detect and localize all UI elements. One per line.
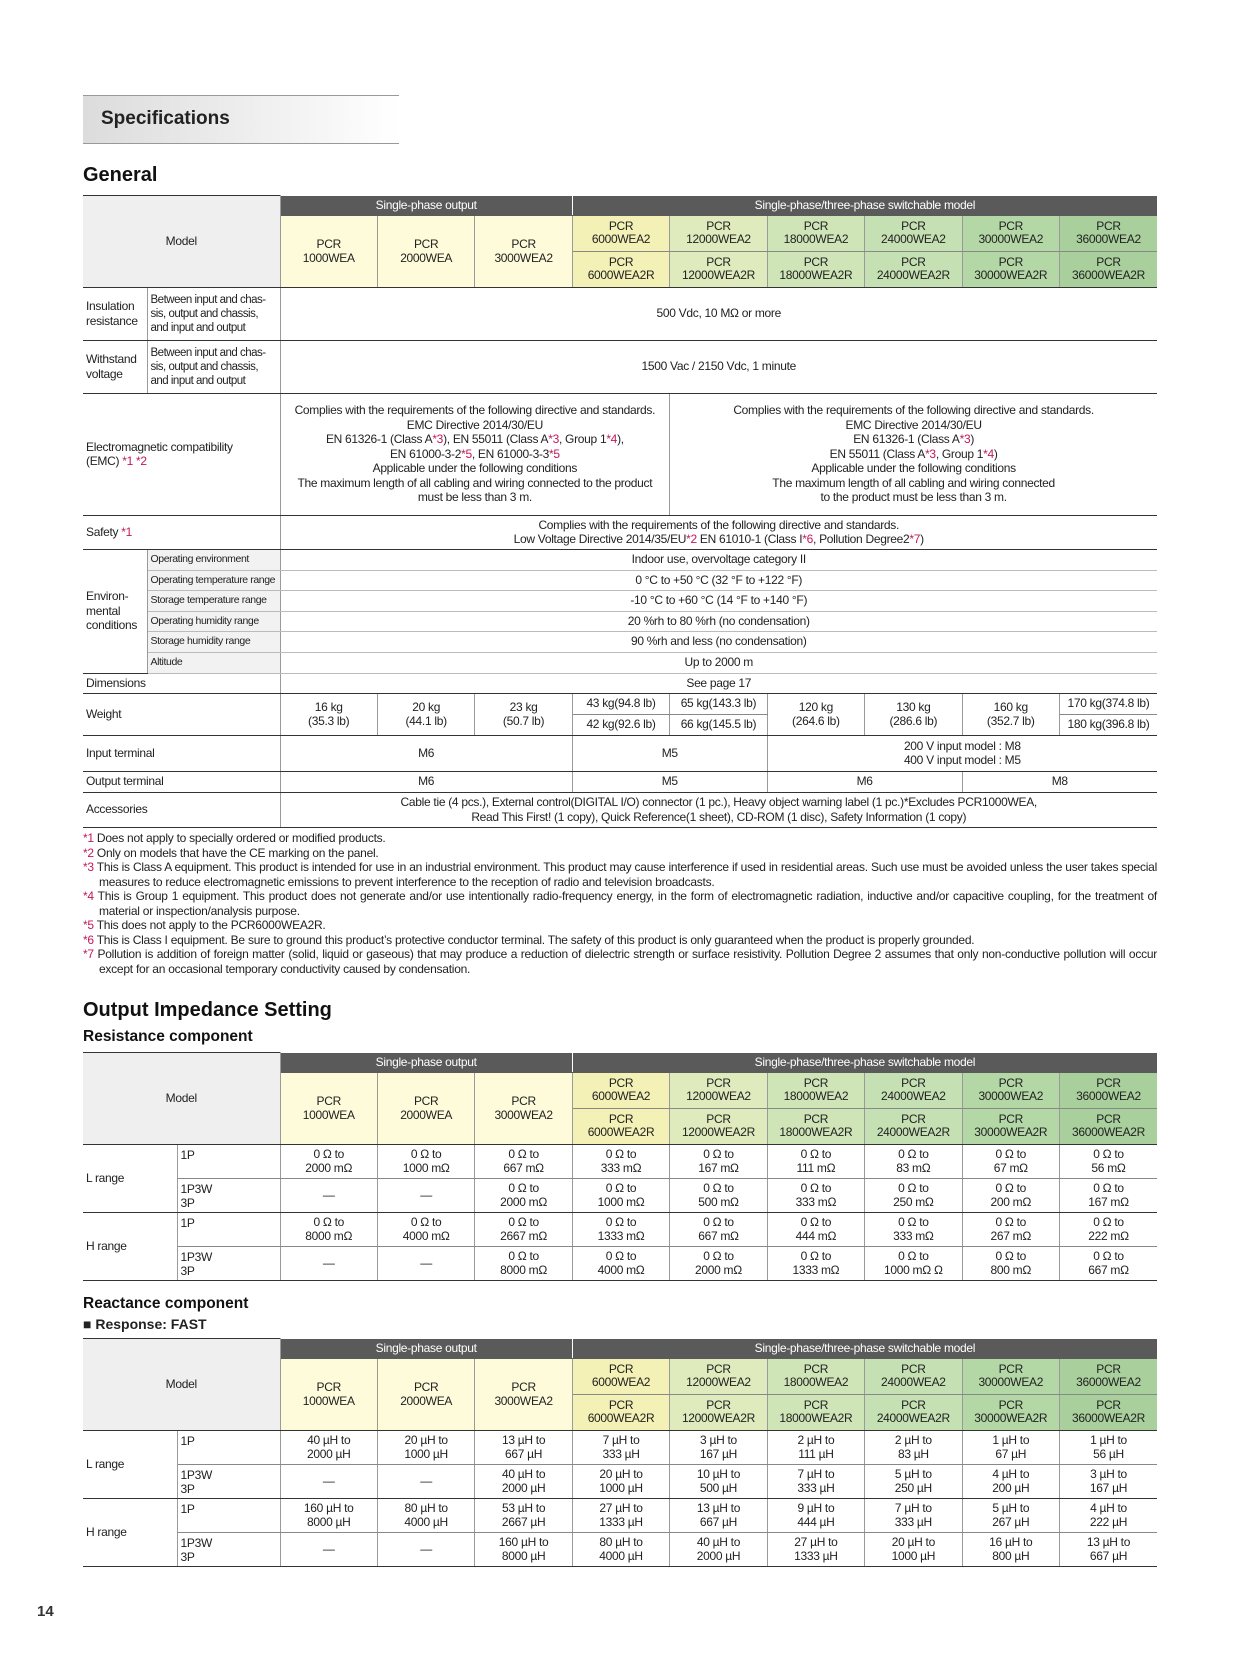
- dimensions-row: [83, 673, 1157, 693]
- phase-label: 1P: [177, 1498, 280, 1532]
- range-label: L range: [83, 1144, 177, 1212]
- general-spec-table: [83, 195, 1157, 828]
- impedance-value: 0 Ω to 83 mΩ: [865, 1144, 962, 1178]
- accessories-value: Cable tie (4 pcs.), External control(DIGITAL I/O) connector (1 pc.), Heavy object warning label (1 pc.)*Excludes PCR1000WEA, Read This First! (1 copy), Quick Reference(1 sheet), CD-ROM (1 disc), Safety Information (1 copy): [280, 792, 1157, 827]
- phase-label: 1P3W 3P: [177, 1246, 280, 1280]
- footnote-marker: *2: [136, 454, 147, 468]
- dimensions-value: See page 17: [280, 673, 1157, 693]
- impedance-value: 0 Ω to 167 mΩ: [670, 1144, 767, 1178]
- impedance-value: 20 µH to 1000 µH: [865, 1532, 962, 1566]
- impedance-value: 7 µH to 333 µH: [767, 1464, 864, 1498]
- env-row: [83, 611, 1157, 631]
- weight-value: 42 kg(92.6 lb): [572, 714, 669, 735]
- footnote: *6 This is Class I equipment. Be sure to ground this product’s protective conductor terminal. The safety of this product is only guaranteed when the product is properly grounded.: [83, 932, 975, 947]
- output-terminal-value: M8: [962, 771, 1157, 792]
- weight-row: [83, 693, 1157, 714]
- footnote-marker: *1: [121, 524, 133, 539]
- weight-value: 65 kg(143.3 lb): [670, 693, 767, 714]
- impedance-value: 20 µH to 1000 µH: [572, 1464, 669, 1498]
- impedance-value: 40 µH to 2000 µH: [280, 1430, 377, 1464]
- withstand-label: Withstand voltage: [83, 340, 147, 393]
- model-name: PCR 18000WEA2: [767, 1072, 864, 1108]
- weight-value: 170 kg(374.8 lb): [1060, 693, 1158, 714]
- impedance-value: 160 µH to 8000 µH: [475, 1532, 572, 1566]
- impedance-value: 40 µH to 2000 µH: [475, 1464, 572, 1498]
- impedance-value: 0 Ω to 8000 mΩ: [475, 1246, 572, 1280]
- impedance-row: [83, 1144, 1157, 1178]
- impedance-value: 20 µH to 1000 µH: [377, 1430, 474, 1464]
- model-header: [83, 1053, 1157, 1145]
- group-single-phase: Single-phase output: [280, 1339, 572, 1359]
- phase-label: 1P: [177, 1212, 280, 1246]
- model-name: PCR 12000WEA2: [670, 1072, 767, 1108]
- impedance-value: 0 Ω to 8000 mΩ: [280, 1212, 377, 1246]
- section-header: [83, 95, 399, 144]
- model-name: PCR 6000WEA2R: [572, 251, 669, 287]
- footnote-marker: *2: [686, 532, 697, 546]
- impedance-value: 1 µH to 56 µH: [1060, 1430, 1158, 1464]
- phase-label: 1P3W 3P: [177, 1178, 280, 1212]
- env-label: Storage humidity range: [147, 631, 280, 652]
- impedance-value: 5 µH to 250 µH: [865, 1464, 962, 1498]
- input-terminal-label: Input terminal: [83, 735, 280, 771]
- footnote-marker: *3: [548, 432, 559, 447]
- impedance-value: —: [377, 1246, 474, 1280]
- output-terminal-value: M5: [572, 771, 767, 792]
- weight-value: 120 kg (264.6 lb): [767, 693, 864, 735]
- footnote-marker: *1: [122, 454, 133, 468]
- impedance-value: 0 Ω to 4000 mΩ: [377, 1212, 474, 1246]
- model-name: PCR 24000WEA2R: [865, 1108, 962, 1144]
- model-name: PCR 3000WEA2: [475, 215, 572, 287]
- model-name: PCR 36000WEA2R: [1060, 1108, 1158, 1144]
- impedance-value: —: [377, 1464, 474, 1498]
- footnote-marker: *7: [909, 532, 921, 546]
- withstand-row: [83, 340, 1157, 393]
- impedance-value: 7 µH to 333 µH: [865, 1498, 962, 1532]
- impedance-value: 40 µH to 2000 µH: [670, 1532, 767, 1566]
- model-name: PCR 6000WEA2: [572, 215, 669, 251]
- impedance-value: 0 Ω to 444 mΩ: [767, 1212, 864, 1246]
- model-name: PCR 3000WEA2: [475, 1072, 572, 1144]
- impedance-value: 0 Ω to 1000 mΩ Ω: [865, 1246, 962, 1280]
- input-terminal-value: 200 V input model : M8 400 V input model : M5: [767, 735, 1157, 771]
- model-name: PCR 6000WEA2R: [572, 1394, 669, 1430]
- impedance-value: 27 µH to 1333 µH: [767, 1532, 864, 1566]
- response-label: ■ Response: FAST: [83, 1316, 207, 1332]
- withstand-condition: Between input and chas- sis, output and chassis, and input and output: [147, 340, 280, 393]
- group-switchable: Single-phase/three-phase switchable model: [572, 196, 1157, 216]
- model-name: PCR 18000WEA2R: [767, 251, 864, 287]
- impedance-value: —: [280, 1464, 377, 1498]
- emc-row: [83, 393, 1157, 515]
- env-value: 90 %rh and less (no condensation): [280, 631, 1157, 652]
- model-name: PCR 1000WEA: [280, 1072, 377, 1144]
- impedance-value: 0 Ω to 333 mΩ: [767, 1178, 864, 1212]
- model-name: PCR 18000WEA2: [767, 215, 864, 251]
- impedance-row: [83, 1212, 1157, 1246]
- model-name: PCR 24000WEA2: [865, 1358, 962, 1394]
- footnote-marker: *1: [83, 831, 94, 845]
- page-number: 14: [37, 1603, 54, 1620]
- impedance-heading: Output Impedance Setting: [83, 999, 332, 1021]
- input-terminal-row: [83, 735, 1157, 771]
- group-switchable: Single-phase/three-phase switchable model: [572, 1053, 1157, 1073]
- environment-label: Environ- mental conditions: [83, 549, 147, 673]
- model-name: PCR 36000WEA2R: [1060, 1394, 1158, 1430]
- impedance-value: 0 Ω to 4000 mΩ: [572, 1246, 669, 1280]
- model-name: PCR 18000WEA2R: [767, 1394, 864, 1430]
- footnote-marker: *5: [461, 446, 472, 461]
- output-terminal-row: [83, 771, 1157, 792]
- insulation-value: 500 Vdc, 10 MΩ or more: [280, 287, 1157, 340]
- impedance-value: 0 Ω to 200 mΩ: [962, 1178, 1059, 1212]
- impedance-value: 5 µH to 267 µH: [962, 1498, 1059, 1532]
- model-label: Model: [83, 1053, 280, 1145]
- footnote: *2 Only on models that have the CE marking on the panel.: [83, 845, 379, 860]
- safety-row: [83, 515, 1157, 549]
- insulation-row: [83, 287, 1157, 340]
- footnote-marker: *7: [83, 947, 94, 961]
- weight-label: Weight: [83, 693, 280, 735]
- impedance-value: —: [280, 1532, 377, 1566]
- footnote-marker: *5: [83, 918, 94, 932]
- impedance-value: 0 Ω to 1000 mΩ: [377, 1144, 474, 1178]
- group-header-row: [83, 196, 1157, 216]
- model-header: [83, 196, 1157, 288]
- range-label: L range: [83, 1430, 177, 1498]
- impedance-value: 0 Ω to 2667 mΩ: [475, 1212, 572, 1246]
- model-name: PCR 12000WEA2: [670, 215, 767, 251]
- env-value: 20 %rh to 80 %rh (no condensation): [280, 611, 1157, 631]
- impedance-value: —: [377, 1178, 474, 1212]
- impedance-value: 0 Ω to 333 mΩ: [865, 1212, 962, 1246]
- impedance-value: 0 Ω to 667 mΩ: [670, 1212, 767, 1246]
- impedance-value: —: [280, 1178, 377, 1212]
- impedance-value: 13 µH to 667 µH: [670, 1498, 767, 1532]
- impedance-value: 10 µH to 500 µH: [670, 1464, 767, 1498]
- accessories-row: [83, 792, 1157, 827]
- footnote-marker: *3: [432, 432, 444, 447]
- impedance-value: 0 Ω to 2000 mΩ: [475, 1178, 572, 1212]
- group-header-row: [83, 1053, 1157, 1073]
- model-name: PCR 12000WEA2R: [670, 1394, 767, 1430]
- impedance-value: 0 Ω to 333 mΩ: [572, 1144, 669, 1178]
- impedance-value: 1 µH to 67 µH: [962, 1430, 1059, 1464]
- footnote-marker: *2: [83, 845, 94, 860]
- env-value: -10 °C to +60 °C (14 °F to +140 °F): [280, 590, 1157, 611]
- model-label: Model: [83, 196, 280, 288]
- impedance-value: —: [280, 1246, 377, 1280]
- insulation-condition: Between input and chas- sis, output and chassis, and input and output: [147, 287, 280, 340]
- emc-single-value: Complies with the requirements of the following directive and standards. EMC Directive 2014/30/EU EN 61326-1 (Class A*3), EN 55011 (Class A*3, Group 1*4), EN 61000-3-2*5, EN 61000-3-3*5 Applicable under the following conditions The maximum length of all cabling and wiring connected to the product must be less than 3 m.: [280, 393, 670, 515]
- model-name: PCR 24000WEA2: [865, 215, 962, 251]
- phase-label: 1P3W 3P: [177, 1532, 280, 1566]
- emc-label: Electromagnetic compatibility (EMC) *1 *2: [83, 393, 280, 515]
- model-name: PCR 2000WEA: [377, 1358, 474, 1430]
- impedance-row: [83, 1246, 1157, 1280]
- model-label: Model: [83, 1339, 280, 1431]
- model-name: PCR 12000WEA2R: [670, 1108, 767, 1144]
- impedance-value: 4 µH to 200 µH: [962, 1464, 1059, 1498]
- range-label: H range: [83, 1212, 177, 1280]
- model-name: PCR 36000WEA2: [1060, 1072, 1158, 1108]
- footnote-marker: *6: [83, 932, 94, 947]
- impedance-value: 0 Ω to 500 mΩ: [670, 1178, 767, 1212]
- footnote-marker: *5: [549, 446, 560, 461]
- impedance-value: 0 Ω to 1333 mΩ: [767, 1246, 864, 1280]
- model-name: PCR 30000WEA2R: [962, 251, 1059, 287]
- env-label: Storage temperature range: [147, 590, 280, 611]
- model-name: PCR 24000WEA2: [865, 1072, 962, 1108]
- footnote-marker: *3: [959, 432, 971, 447]
- input-terminal-value: M6: [280, 735, 572, 771]
- impedance-value: 0 Ω to 250 mΩ: [865, 1178, 962, 1212]
- group-single-phase: Single-phase output: [280, 1053, 572, 1073]
- phase-label: 1P: [177, 1430, 280, 1464]
- model-name: PCR 18000WEA2: [767, 1358, 864, 1394]
- impedance-value: 9 µH to 444 µH: [767, 1498, 864, 1532]
- impedance-value: —: [377, 1532, 474, 1566]
- impedance-value: 0 Ω to 667 mΩ: [1060, 1246, 1158, 1280]
- impedance-value: 80 µH to 4000 µH: [377, 1498, 474, 1532]
- model-name: PCR 6000WEA2: [572, 1358, 669, 1394]
- impedance-value: 53 µH to 2667 µH: [475, 1498, 572, 1532]
- model-name: PCR 12000WEA2: [670, 1358, 767, 1394]
- dimensions-label: Dimensions: [83, 673, 280, 693]
- env-row: [83, 570, 1157, 590]
- safety-label: Safety *1: [83, 515, 280, 549]
- footnote-marker: *3: [83, 860, 94, 874]
- weight-value: 130 kg (286.6 lb): [865, 693, 962, 735]
- model-name: PCR 6000WEA2R: [572, 1108, 669, 1144]
- model-name: PCR 18000WEA2R: [767, 1108, 864, 1144]
- impedance-value: 16 µH to 800 µH: [962, 1532, 1059, 1566]
- model-name: PCR 12000WEA2R: [670, 251, 767, 287]
- safety-value: Complies with the requirements of the following directive and standards. Low Voltage Directive 2014/35/EU*2 EN 61010-1 (Class I*6, Pollution Degree2*7): [280, 515, 1157, 549]
- model-name: PCR 24000WEA2R: [865, 251, 962, 287]
- phase-label: 1P: [177, 1144, 280, 1178]
- impedance-value: 0 Ω to 1333 mΩ: [572, 1212, 669, 1246]
- reactance-table: [83, 1338, 1157, 1567]
- impedance-row: [83, 1498, 1157, 1532]
- env-value: Indoor use, overvoltage category II: [280, 549, 1157, 570]
- impedance-value: 7 µH to 333 µH: [572, 1430, 669, 1464]
- impedance-value: 0 Ω to 56 mΩ: [1060, 1144, 1158, 1178]
- footnote: *4 This is Group 1 equipment. This product does not generate and/or use intentionally radio-frequency energy, in the form of electromagnetic radiation, inductive and/or capacitive coupling, for the treatment of material or inspection/analysis purpose.: [83, 889, 1157, 918]
- env-label: Operating environment: [147, 549, 280, 570]
- model-name: PCR 2000WEA: [377, 215, 474, 287]
- output-terminal-value: M6: [767, 771, 962, 792]
- impedance-value: 27 µH to 1333 µH: [572, 1498, 669, 1532]
- impedance-value: 0 Ω to 111 mΩ: [767, 1144, 864, 1178]
- footnote: *1 Does not apply to specially ordered or modified products.: [83, 831, 386, 845]
- impedance-value: 0 Ω to 167 mΩ: [1060, 1178, 1158, 1212]
- impedance-value: 4 µH to 222 µH: [1060, 1498, 1158, 1532]
- weight-value: 160 kg (352.7 lb): [962, 693, 1059, 735]
- env-label: Altitude: [147, 652, 280, 673]
- output-terminal-value: M6: [280, 771, 572, 792]
- impedance-value: 160 µH to 8000 µH: [280, 1498, 377, 1532]
- model-name: PCR 1000WEA: [280, 1358, 377, 1430]
- accessories-label: Accessories: [83, 792, 280, 827]
- footnote-marker: *3: [925, 446, 936, 461]
- model-name: PCR 30000WEA2: [962, 1358, 1059, 1394]
- footnote-marker: *6: [802, 532, 814, 546]
- impedance-row: [83, 1532, 1157, 1566]
- impedance-value: 0 Ω to 222 mΩ: [1060, 1212, 1158, 1246]
- emc-switchable-value: Complies with the requirements of the following directive and standards. EMC Directive 2014/30/EU EN 61326-1 (Class A*3) EN 55011 (Class A*3, Group 1*4) Applicable under the following conditions The maximum length of all cabling and wiring connected to the product must be less than 3 m.: [670, 393, 1157, 515]
- model-name: PCR 30000WEA2: [962, 215, 1059, 251]
- model-name: PCR 30000WEA2: [962, 1072, 1059, 1108]
- model-name: PCR 24000WEA2R: [865, 1394, 962, 1430]
- footnote-marker: *4: [983, 446, 994, 461]
- footnotes: [83, 831, 1157, 976]
- group-header-row: [83, 1339, 1157, 1359]
- footnote: *7 Pollution is addition of foreign matter (solid, liquid or gaseous) that may produce a reduction of dielectric strength or surface resistivity. Pollution Degree 2 assumes that only non-conductive pollution will occur except for an occasional temporary conductivity caused by condensation.: [83, 947, 1157, 976]
- model-name: PCR 36000WEA2: [1060, 1358, 1158, 1394]
- impedance-row: [83, 1430, 1157, 1464]
- impedance-row: [83, 1464, 1157, 1498]
- footnote-marker: *4: [83, 889, 94, 903]
- model-header: [83, 1339, 1157, 1431]
- model-name: PCR 30000WEA2R: [962, 1108, 1059, 1144]
- env-value: Up to 2000 m: [280, 652, 1157, 673]
- impedance-value: 0 Ω to 67 mΩ: [962, 1144, 1059, 1178]
- impedance-value: 0 Ω to 1000 mΩ: [572, 1178, 669, 1212]
- impedance-value: 80 µH to 4000 µH: [572, 1532, 669, 1566]
- insulation-label: Insulation resistance: [83, 287, 147, 340]
- footnote-marker: *4: [606, 432, 618, 447]
- group-switchable: Single-phase/three-phase switchable model: [572, 1339, 1157, 1359]
- footnote: *5 This does not apply to the PCR6000WEA2R.: [83, 918, 326, 932]
- impedance-value: 0 Ω to 2000 mΩ: [280, 1144, 377, 1178]
- weight-value: 20 kg (44.1 lb): [377, 693, 474, 735]
- resistance-heading: Resistance component: [83, 1028, 253, 1045]
- env-label: Operating temperature range: [147, 570, 280, 590]
- section-title: Specifications: [101, 108, 230, 129]
- impedance-value: 13 µH to 667 µH: [475, 1430, 572, 1464]
- impedance-value: 13 µH to 667 µH: [1060, 1532, 1158, 1566]
- weight-value: 66 kg(145.5 lb): [670, 714, 767, 735]
- weight-value: 180 kg(396.8 lb): [1060, 714, 1158, 735]
- output-terminal-label: Output terminal: [83, 771, 280, 792]
- general-heading: General: [83, 164, 158, 186]
- phase-label: 1P3W 3P: [177, 1464, 280, 1498]
- model-name: PCR 2000WEA: [377, 1072, 474, 1144]
- env-label: Operating humidity range: [147, 611, 280, 631]
- weight-value: 43 kg(94.8 lb): [572, 693, 669, 714]
- group-single-phase: Single-phase output: [280, 196, 572, 216]
- impedance-value: 0 Ω to 2000 mΩ: [670, 1246, 767, 1280]
- resistance-table: [83, 1052, 1157, 1281]
- model-name: PCR 1000WEA: [280, 215, 377, 287]
- impedance-value: 2 µH to 83 µH: [865, 1430, 962, 1464]
- impedance-value: 3 µH to 167 µH: [670, 1430, 767, 1464]
- impedance-value: 2 µH to 111 µH: [767, 1430, 864, 1464]
- withstand-value: 1500 Vac / 2150 Vdc, 1 minute: [280, 340, 1157, 393]
- env-row: [83, 631, 1157, 652]
- env-row: [83, 549, 1157, 570]
- reactance-heading: Reactance component: [83, 1295, 249, 1312]
- weight-value: 16 kg (35.3 lb): [280, 693, 377, 735]
- model-name: PCR 30000WEA2R: [962, 1394, 1059, 1430]
- env-row: [83, 652, 1157, 673]
- impedance-value: 0 Ω to 267 mΩ: [962, 1212, 1059, 1246]
- footnote: *3 This is Class A equipment. This product is intended for use in an industrial environment. This product may cause interference if used in residential areas. Such use must be avoided unless the user takes special measures to reduce electromagnetic emissions to prevent interference to the reception of radio and television broadcasts.: [83, 860, 1157, 889]
- model-name: PCR 3000WEA2: [475, 1358, 572, 1430]
- impedance-value: 3 µH to 167 µH: [1060, 1464, 1158, 1498]
- impedance-value: 0 Ω to 667 mΩ: [475, 1144, 572, 1178]
- model-name: PCR 36000WEA2R: [1060, 251, 1158, 287]
- impedance-value: 0 Ω to 800 mΩ: [962, 1246, 1059, 1280]
- input-terminal-value: M5: [572, 735, 767, 771]
- range-label: H range: [83, 1498, 177, 1566]
- impedance-row: [83, 1178, 1157, 1212]
- weight-value: 23 kg (50.7 lb): [475, 693, 572, 735]
- env-row: [83, 590, 1157, 611]
- env-value: 0 °C to +50 °C (32 °F to +122 °F): [280, 570, 1157, 590]
- model-name: PCR 6000WEA2: [572, 1072, 669, 1108]
- model-name: PCR 36000WEA2: [1060, 215, 1158, 251]
